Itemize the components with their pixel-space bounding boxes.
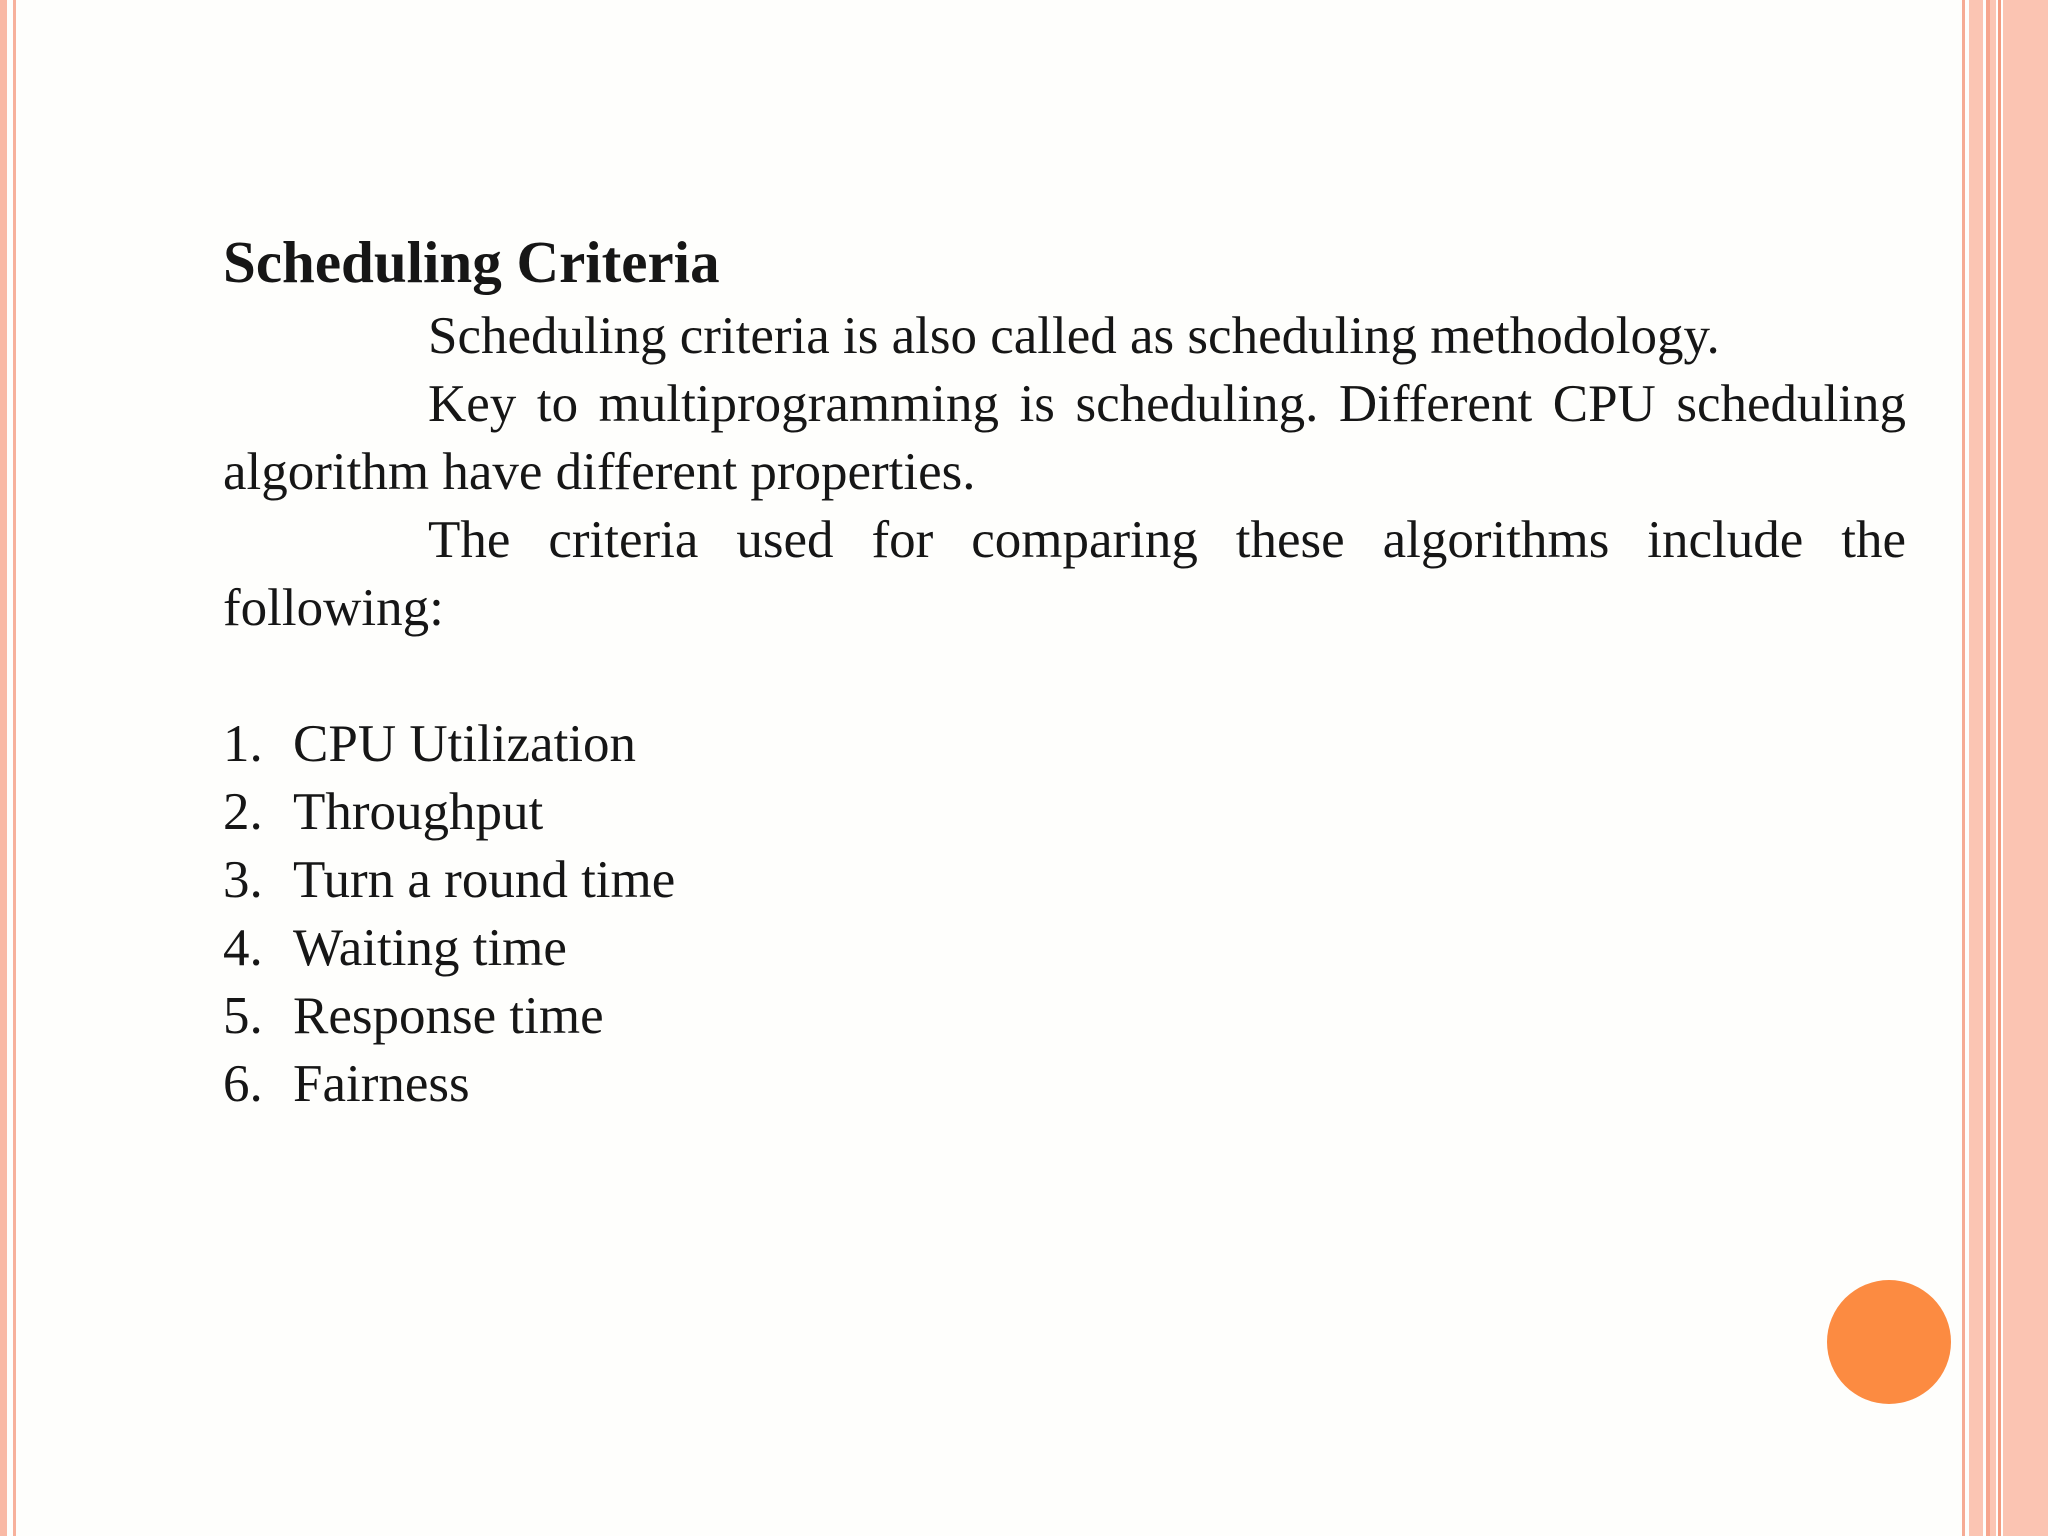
right-border-line xyxy=(1962,0,1965,1536)
paragraph-criteria-intro: The criteria used for comparing these algorithms include the following: xyxy=(223,511,1906,637)
list-label: CPU Utilization xyxy=(293,715,637,773)
list-item xyxy=(223,846,1906,914)
right-border-band xyxy=(1990,0,1996,1536)
list-label: Response time xyxy=(293,987,604,1045)
list-item xyxy=(223,914,1906,982)
slide-title: Scheduling Criteria xyxy=(223,229,720,295)
left-border-line xyxy=(13,0,16,1536)
orange-circle-icon xyxy=(1827,1280,1951,1404)
list-number: 2. xyxy=(223,783,263,841)
list-number: 6. xyxy=(223,1055,263,1113)
criteria-list xyxy=(223,710,1906,1118)
list-item xyxy=(223,778,1906,846)
list-number: 1. xyxy=(223,715,263,773)
list-label: Fairness xyxy=(293,1055,470,1113)
slide-content xyxy=(223,222,1906,1118)
list-number: 4. xyxy=(223,919,263,977)
list-label: Waiting time xyxy=(293,919,567,977)
list-label: Throughput xyxy=(293,783,544,841)
left-border-band xyxy=(0,0,7,1536)
paragraph-key: Key to multiprogramming is scheduling. Different CPU scheduling algorithm have different properties. xyxy=(223,375,1906,501)
spacer xyxy=(223,642,1906,710)
right-border-band xyxy=(1969,0,1983,1536)
list-number: 3. xyxy=(223,851,263,909)
right-border-line xyxy=(1998,0,2001,1536)
list-label: Turn a round time xyxy=(293,851,676,909)
list-number: 5. xyxy=(223,987,263,1045)
list-item xyxy=(223,982,1906,1050)
right-border-band xyxy=(2003,0,2048,1536)
paragraph-definition: Scheduling criteria is also called as scheduling methodology. xyxy=(428,307,1720,365)
list-item xyxy=(223,710,1906,778)
list-item xyxy=(223,1050,1906,1118)
